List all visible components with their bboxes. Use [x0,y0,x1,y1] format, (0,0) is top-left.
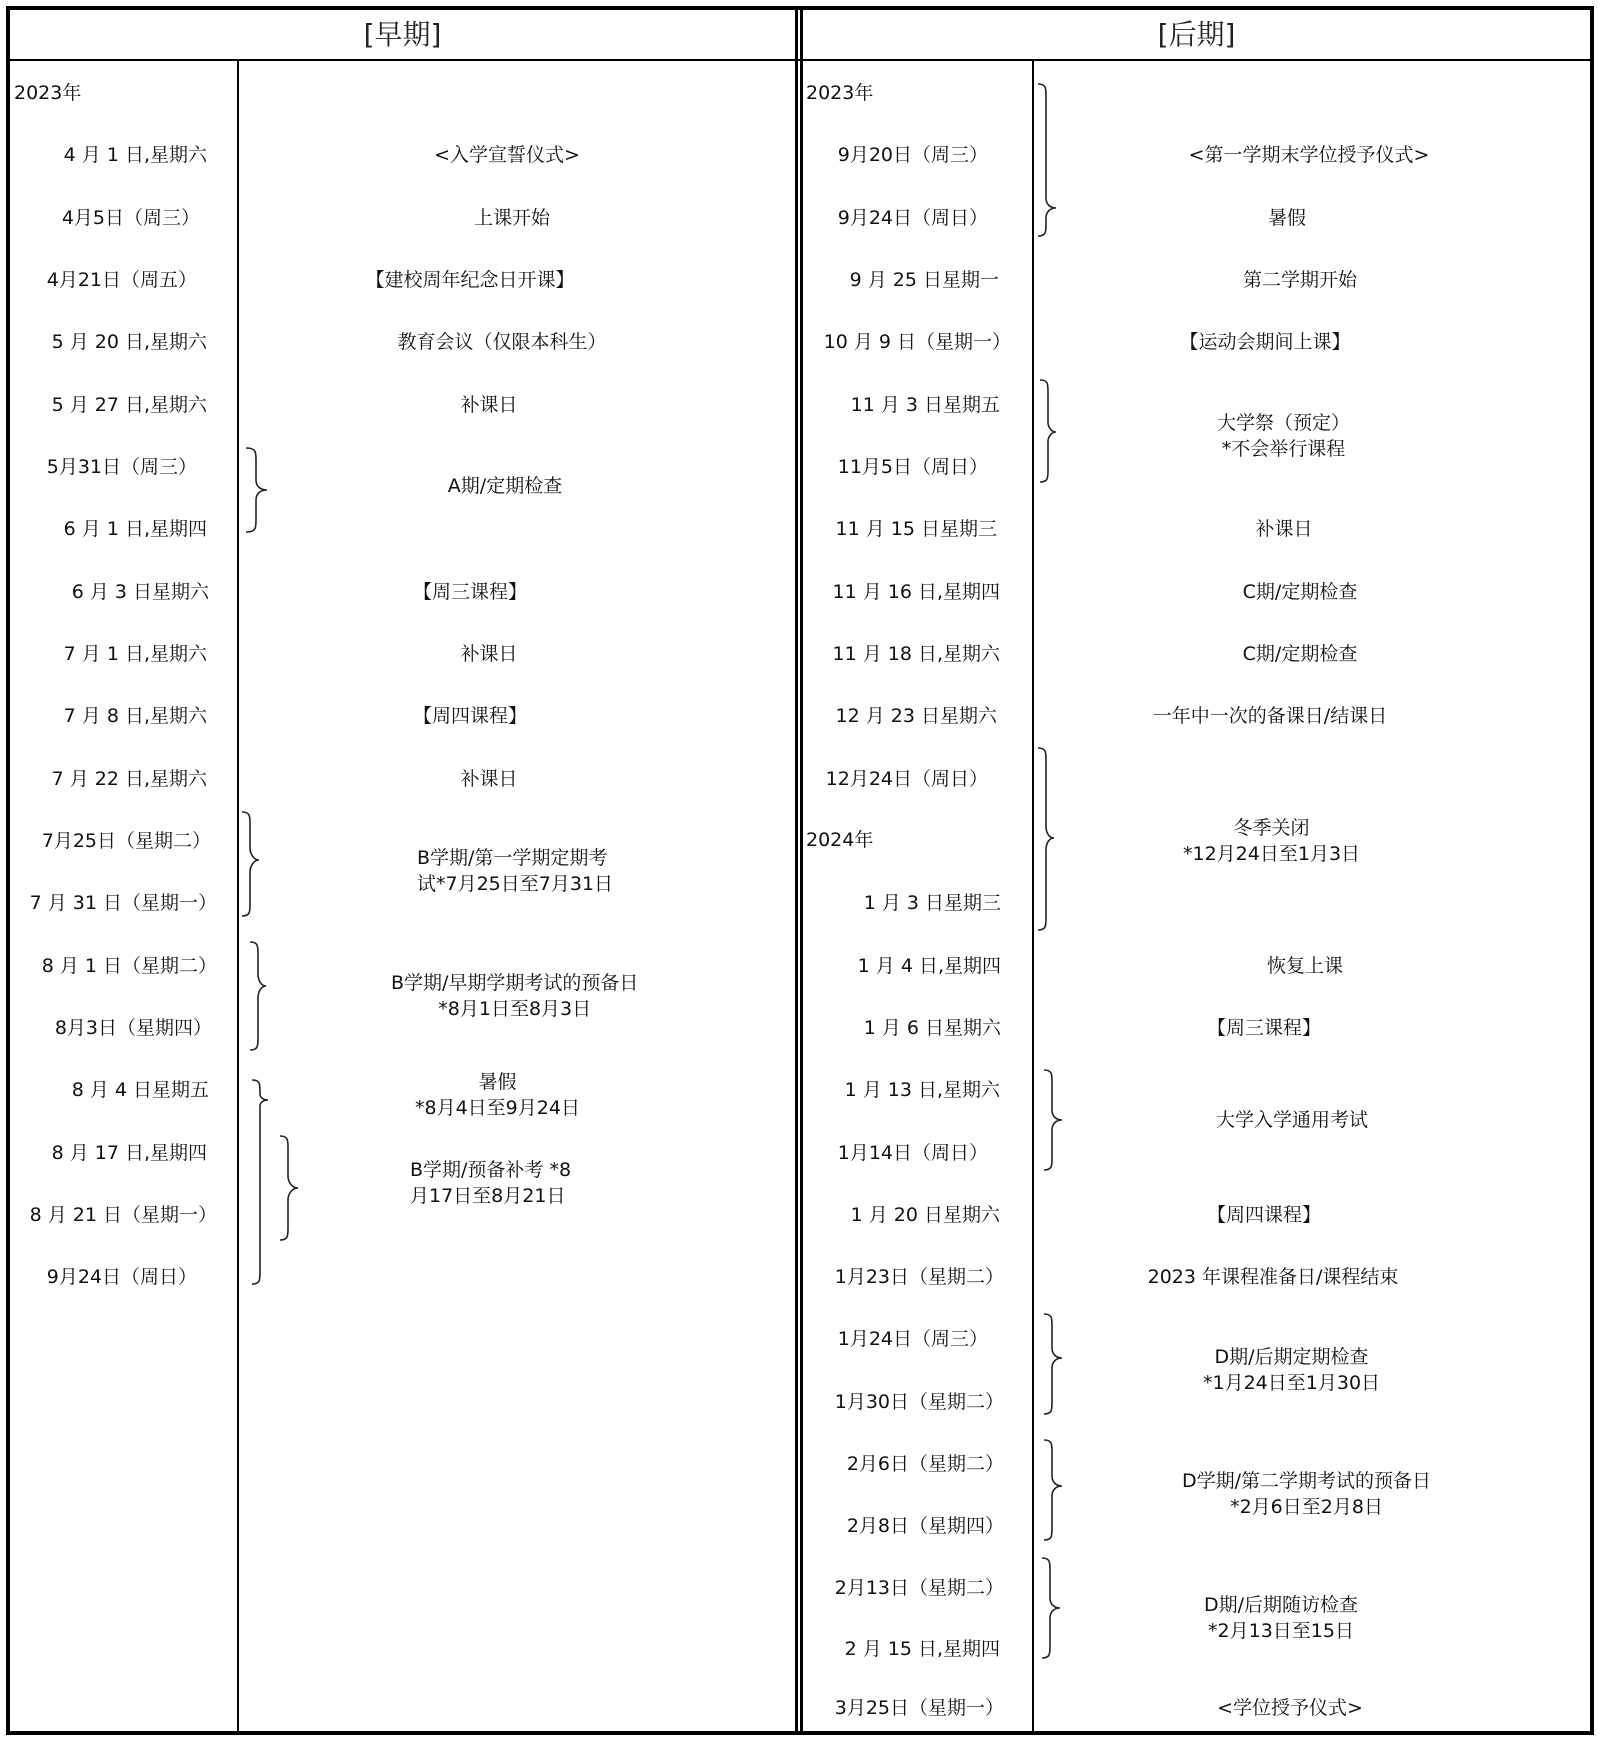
early-event: B学期/第一学期定期考 试*7月25日至7月31日 [417,847,614,895]
brace [1040,380,1056,482]
early-date: 8 月 21 日（星期一） [29,1204,217,1226]
late-date: 11月5日（周日） [837,456,988,478]
late-event: D期/后期随访检查 *2月13日至15日 [1204,1594,1359,1642]
late-date: 11 月 18 日,星期六 [832,643,1000,665]
late-date: 2月13日（星期二） [834,1577,1004,1599]
late-date: 1月14日（周日） [837,1142,988,1164]
late-date: 1月23日（星期二） [834,1266,1004,1288]
late-event: C期/定期检查 [1242,643,1358,665]
brace [1044,1314,1062,1414]
late-event: 冬季关闭 *12月24日至1月3日 [1183,817,1361,865]
late-event: D期/后期定期检查 *1月24日至1月30日 [1203,1346,1381,1394]
late-date: 12月24日（周日） [825,768,988,790]
brace [250,942,266,1050]
late-date: 11 月 15 日星期三 [835,518,997,540]
late-period-header: [后期] [1157,18,1236,51]
late-date: 12 月 23 日星期六 [835,705,997,727]
early-date: 7 月 1 日,星期六 [63,643,207,665]
late-event: D学期/第二学期考试的预备日 *2月6日至2月8日 [1182,1470,1432,1518]
panel-divider-right [800,6,803,1735]
early-year-label: 2023年 [14,82,82,104]
early-column-divider [237,59,239,1735]
brace [1038,748,1054,930]
early-event: 补课日 [460,643,518,665]
late-date: 9 月 25 日星期一 [849,269,999,291]
late-date: 9月20日（周三） [837,144,988,166]
late-year-label-2024: 2024年 [806,829,874,851]
late-date: 1月24日（周三） [837,1328,988,1350]
late-date: 3月25日（星期一） [834,1697,1004,1719]
early-date: 8 月 4 日星期五 [71,1079,209,1101]
early-event: 【建校周年纪念日开课】 [365,269,575,291]
early-event: 【周四课程】 [412,705,528,727]
early-event: 上课开始 [473,207,551,229]
late-event: 【运动会期间上课】 [1179,331,1351,353]
early-event: 暑假 *8月4日至9月24日 [415,1071,580,1119]
early-event: A期/定期检查 [447,475,563,497]
brace [246,448,267,532]
brace [1042,1558,1060,1658]
brace [280,1136,298,1240]
early-event: 教育会议（仅限本科生） [397,331,607,353]
late-event: 第二学期开始 [1242,269,1358,291]
late-date: 2月6日（星期二） [846,1453,1004,1475]
late-year-label-2023: 2023年 [806,82,874,104]
outer-border-left [6,6,10,1735]
early-date: 7 月 22 日,星期六 [51,768,207,790]
early-date: 7 月 31 日（星期一） [29,892,217,914]
early-date: 8 月 17 日,星期四 [51,1142,207,1164]
late-event: C期/定期检查 [1242,581,1358,603]
late-date: 1 月 13 日,星期六 [844,1079,1000,1101]
brace [252,1080,268,1284]
early-event: 补课日 [460,768,518,790]
early-date: 8 月 1 日（星期二） [41,955,217,977]
late-date: 1 月 20 日星期六 [850,1204,1000,1226]
late-event: 【周四课程】 [1206,1204,1322,1226]
early-event: B学期/预备补考 *8 月17日至8月21日 [410,1159,572,1207]
early-event: <入学宣誓仪式> [434,144,580,166]
early-event: 补课日 [460,394,518,416]
late-event: 大学祭（预定） *不会举行课程 [1217,412,1351,460]
late-event: 2023 年课程准备日/课程结束 [1147,1266,1399,1288]
late-date: 11 月 3 日星期五 [850,394,1000,416]
late-event: 【周三课程】 [1206,1017,1322,1039]
late-date: 1 月 3 日星期三 [863,892,1001,914]
late-event: <第一学期末学位授予仪式> [1188,144,1430,166]
early-date: 9月24日（周日） [46,1266,197,1288]
brace [1044,1440,1062,1540]
panel-divider-left [795,6,798,1735]
late-date: 2 月 15 日,星期四 [844,1638,1000,1660]
early-date: 7月25日（星期二） [41,830,211,852]
late-date: 1月30日（星期二） [834,1391,1004,1413]
late-date: 2月8日（星期四） [846,1515,1004,1537]
brace [1044,1070,1062,1170]
outer-border-right [1590,6,1594,1735]
late-event: 恢复上课 [1266,955,1344,977]
early-date: 4月5日（周三） [61,207,200,229]
early-date: 4月21日（周五） [46,269,197,291]
late-event: 一年中一次的备课日/结课日 [1152,705,1388,727]
early-date: 5 月 27 日,星期六 [51,394,207,416]
early-period-header: [早期] [363,18,442,51]
late-event: 大学入学通用考试 [1215,1109,1369,1131]
early-date: 5月31日（周三） [46,456,197,478]
late-date: 9月24日（周日） [837,207,988,229]
early-event: B学期/早期学期考试的预备日 *8月1日至8月3日 [391,972,639,1020]
late-date: 1 月 6 日星期六 [863,1017,1001,1039]
early-date: 8月3日（星期四） [54,1017,212,1039]
late-event: <学位授予仪式> [1217,1697,1363,1719]
late-date: 10 月 9 日（星期一） [823,331,1011,353]
early-event: 【周三课程】 [412,581,528,603]
late-event: 补课日 [1255,518,1313,540]
late-column-divider [1032,59,1034,1735]
early-date: 6 月 3 日星期六 [71,581,209,603]
early-date: 7 月 8 日,星期六 [63,705,207,727]
early-date: 6 月 1 日,星期四 [63,518,207,540]
early-date: 5 月 20 日,星期六 [51,331,207,353]
brace [242,812,259,916]
late-event: 暑假 [1267,207,1307,229]
early-date: 4 月 1 日,星期六 [63,144,207,166]
late-date: 1 月 4 日,星期四 [857,955,1001,977]
brace [1038,84,1056,236]
late-date: 11 月 16 日,星期四 [832,581,1000,603]
